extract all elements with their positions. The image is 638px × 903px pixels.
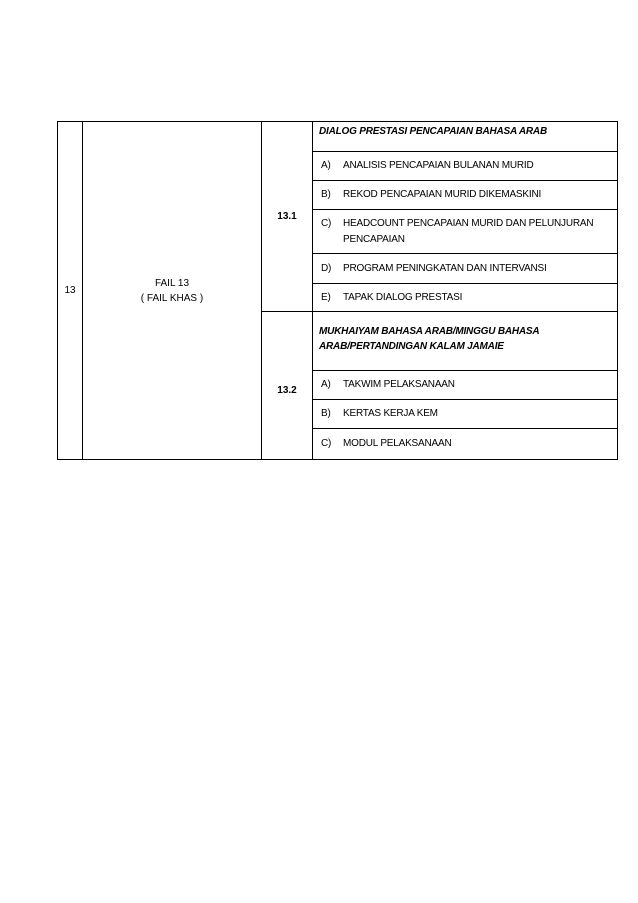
row-number: 13 — [64, 285, 76, 296]
file-name: FAIL 13 — [154, 277, 190, 289]
item-text: PROGRAM PENINGKATAN DAN INTERVANSI — [343, 262, 547, 274]
section-code-cell — [262, 312, 313, 460]
section-code-cell — [262, 122, 313, 312]
checklist-item — [313, 400, 618, 429]
section-code: 13.2 — [277, 385, 297, 396]
item-letter: B) — [321, 408, 331, 419]
checklist-item — [313, 181, 618, 210]
item-letter: A) — [321, 160, 331, 171]
item-text: TAPAK DIALOG PRESTASI — [343, 291, 463, 303]
row-number-cell — [58, 122, 83, 460]
item-text: ANALISIS PENCAPAIAN BULANAN MURID — [343, 160, 534, 171]
checklist-item — [313, 210, 618, 254]
checklist-item — [313, 429, 618, 460]
file-type: ( FAIL KHAS ) — [140, 292, 204, 304]
file-checklist-table — [57, 121, 618, 460]
item-letter: C) — [321, 218, 332, 229]
checklist-item — [313, 152, 618, 181]
item-text: HEADCOUNT PENCAPAIAN MURID DAN PELUNJURAN PENCAPAIAN — [343, 218, 594, 245]
item-letter: A) — [321, 379, 331, 390]
section-heading: MUKHAIYAM BAHASA ARAB/MINGGU BAHASA ARAB/PERTANDINGAN KALAM JAMAIE — [313, 312, 618, 371]
item-text: MODUL PELAKSANAAN — [343, 438, 452, 449]
checklist-item — [313, 371, 618, 400]
item-letter: E) — [321, 291, 331, 303]
item-text: KERTAS KERJA KEM — [343, 408, 438, 419]
item-text: REKOD PENCAPAIAN MURID DIKEMASKINI — [343, 189, 542, 200]
item-letter: C) — [321, 438, 332, 449]
file-name-cell — [83, 122, 262, 460]
checklist-item — [313, 254, 618, 284]
section-heading: DIALOG PRESTASI PENCAPAIAN BAHASA ARAB — [313, 122, 618, 152]
item-text: TAKWIM PELAKSANAAN — [343, 379, 455, 390]
section-code: 13.1 — [277, 211, 297, 222]
item-letter: B) — [321, 189, 331, 200]
checklist-item — [313, 284, 618, 312]
item-letter: D) — [321, 262, 332, 274]
